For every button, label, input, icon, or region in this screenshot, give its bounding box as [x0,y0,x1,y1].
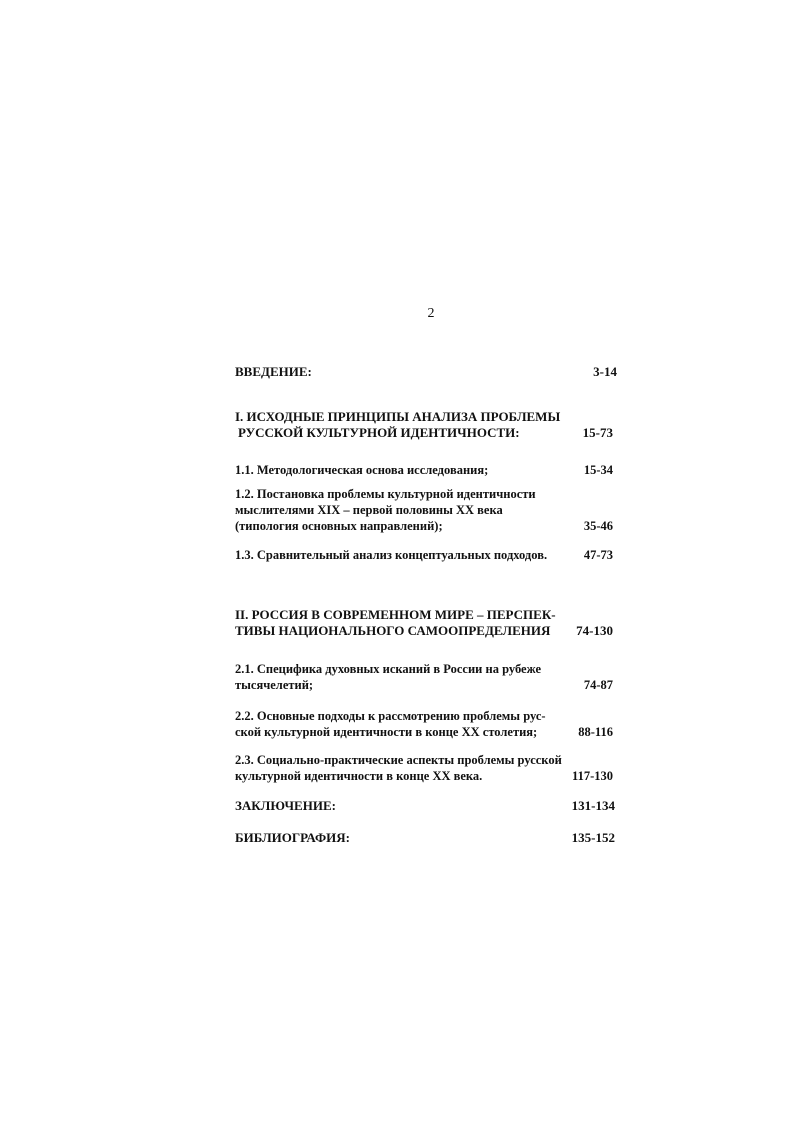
toc-entry-title: ВВЕДЕНИЕ: [235,364,312,379]
toc-entry-title-line: тысячелетий; [235,678,314,692]
toc-entry-title: БИБЛИОГРАФИЯ: [235,830,351,845]
toc-entry-title-line: ской культурной идентичности в конце XX столетия; [235,725,538,739]
toc-entry-title-line: 2.1. Специфика духовных исканий в России на рубеже [235,662,542,676]
toc-entry-pages: 117-130 [572,769,613,783]
toc-entry-pages: 74-87 [583,678,613,692]
toc-entry-pages: 135-152 [571,830,615,845]
toc-entry-pages: 131-134 [571,798,615,813]
toc-entry-title-line: (типология основных направлений); [235,519,443,533]
toc-entry-section-2-2 [235,708,613,740]
toc-entry-title-line: II. РОССИЯ В СОВРЕМЕННОМ МИРЕ – ПЕРСПЕК- [235,607,556,622]
toc-entry-title-line: мыслителями XIX – первой половины XX века [235,503,503,517]
page-number: 2 [427,306,435,321]
toc-entry-title-line: РУССКОЙ КУЛЬТУРНОЙ ИДЕНТИЧНОСТИ: [238,425,520,440]
toc-entry-title-line: 2.2. Основные подходы к рассмотрению проблемы рус- [235,709,546,723]
toc-entry-chapter-2 [235,607,617,639]
toc-entry-chapter-1 [235,409,617,441]
toc-entry-title: ЗАКЛЮЧЕНИЕ: [235,798,336,813]
toc-entry-title-line: ТИВЫ НАЦИОНАЛЬНОГО САМООПРЕДЕЛЕНИЯ [235,623,551,638]
toc-entry-pages: 3-14 [593,364,617,379]
toc-entry-section-1-2 [235,486,613,534]
toc-entry-conclusion [235,798,615,814]
toc-entry-title: 1.3. Сравнительный анализ концептуальных подходов. [235,548,548,562]
toc-entry-section-2-3 [235,752,613,784]
toc-entry-section-1-3 [235,547,613,563]
toc-entry-pages: 47-73 [583,548,613,562]
toc-entry-pages: 15-73 [582,425,613,440]
toc-entry-title: 1.1. Методологическая основа исследования; [235,463,489,477]
toc-entry-pages: 35-46 [583,519,613,533]
toc-entry-pages: 88-116 [578,725,613,739]
toc-entry-title-line: культурной идентичности в конце XX века. [235,769,483,783]
toc-entry-intro [235,364,617,380]
toc-entry-title-line: I. ИСХОДНЫЕ ПРИНЦИПЫ АНАЛИЗА ПРОБЛЕМЫ [235,409,561,424]
toc-entry-pages: 74-130 [576,623,613,638]
toc-entry-title-line: 2.3. Социально-практические аспекты проблемы русской [235,753,562,767]
toc-entry-bibliography [235,830,615,846]
toc-entry-section-2-1 [235,661,613,693]
toc-entry-section-1-1 [235,462,613,478]
toc-entry-pages: 15-34 [583,463,613,477]
toc-entry-title-line: 1.2. Постановка проблемы культурной идентичности [235,487,536,501]
